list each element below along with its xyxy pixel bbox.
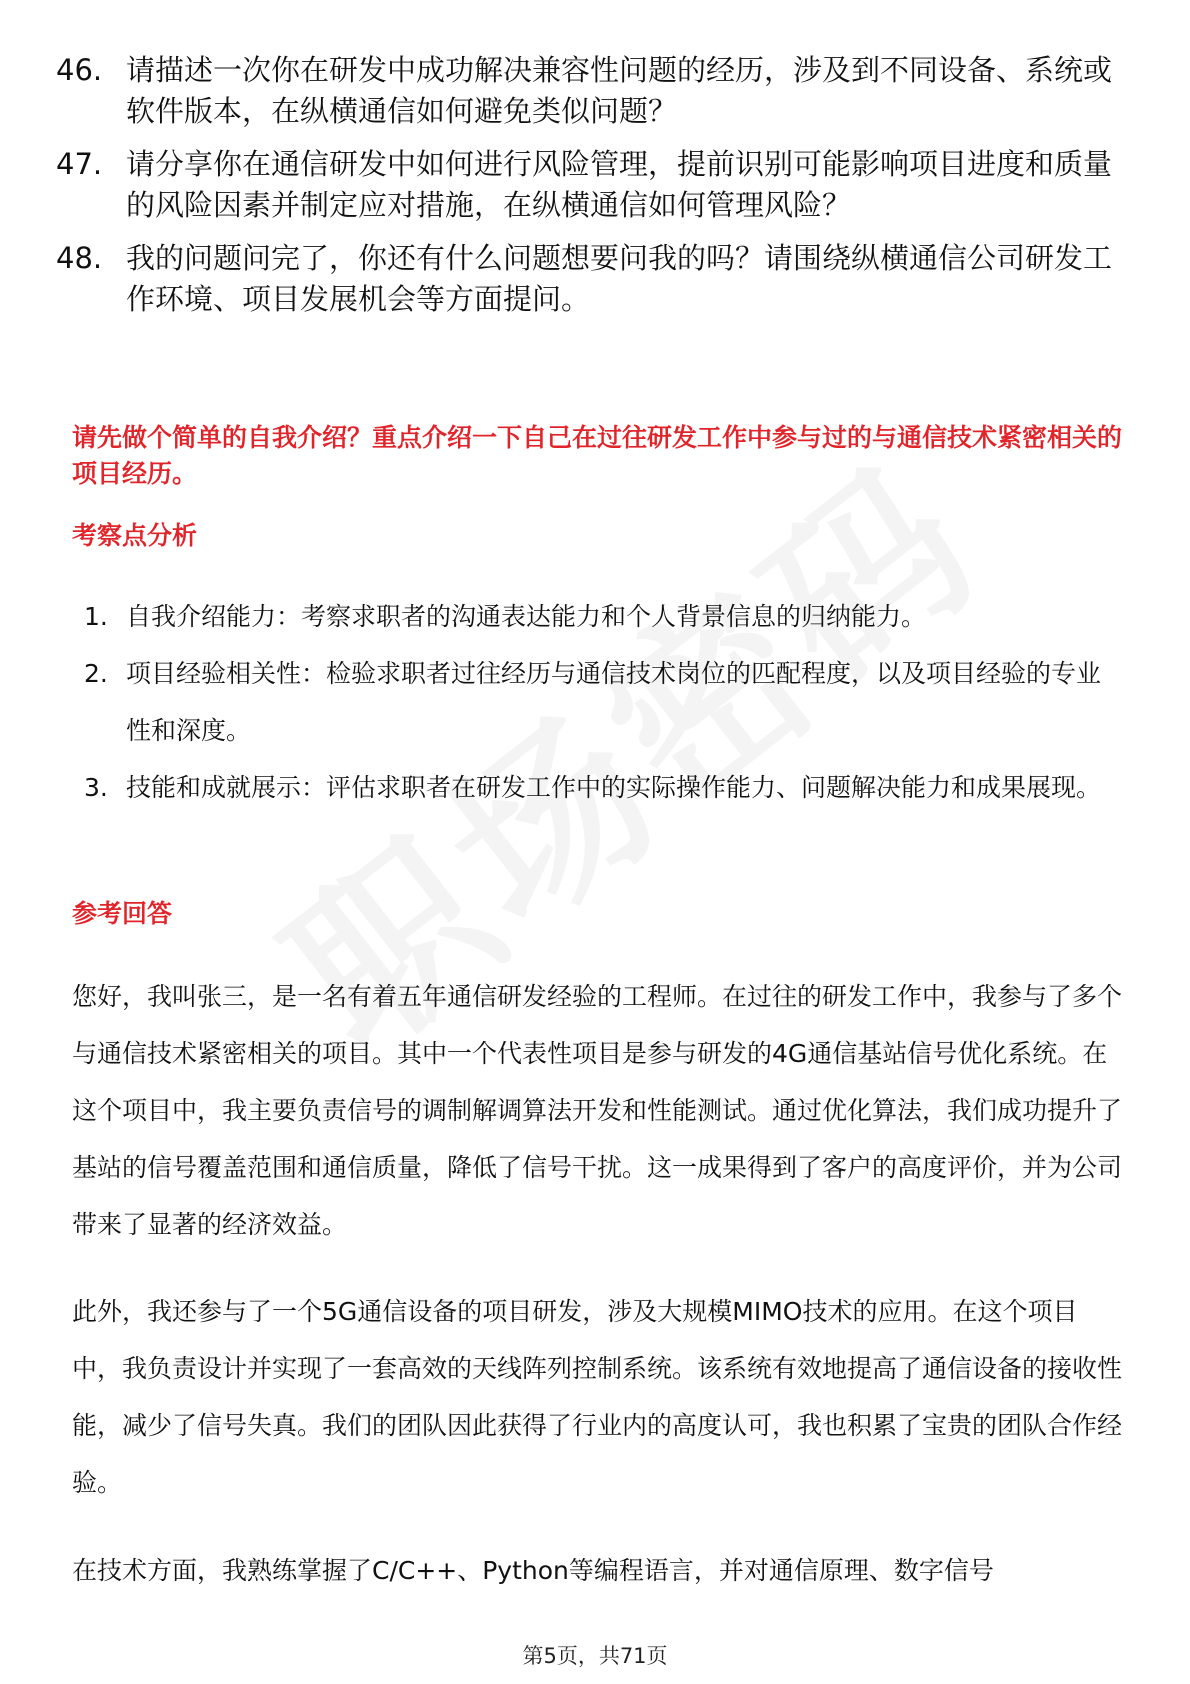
question-list	[56, 50, 1116, 332]
question-number: 46.	[56, 53, 103, 87]
answer-paragraph: 此外，我还参与了一个5G通信设备的项目研发，涉及大规模MIMO技术的应用。在这个项目中，我负责设计并实现了一套高效的天线阵列控制系统。该系统有效地提高了通信设备的接收性能，减少了信号失真。我们的团队因此获得了行业内的高度认可，我也积累了宝贵的团队合作经验。	[72, 1297, 1123, 1497]
question-number: 47.	[56, 147, 103, 181]
question-text: 我的问题问完了，你还有什么问题想要问我的吗？请围绕纵横通信公司研发工作环境、项目发展机会等方面提问。	[126, 241, 1113, 316]
analysis-text: 项目经验相关性：检验求职者过往经历与通信技术岗位的匹配程度，以及项目经验的专业性和深度。	[126, 659, 1102, 745]
analysis-text: 自我介绍能力：考察求职者的沟通表达能力和个人背景信息的归纳能力。	[126, 602, 927, 631]
question-item	[56, 238, 1116, 320]
question-heading: 请先做个简单的自我介绍？重点介绍一下自己在过往研发工作中参与过的与通信技术紧密相关的项目经历。	[72, 423, 1123, 488]
analysis-title: 考察点分析	[72, 521, 198, 550]
analysis-item	[84, 645, 1114, 759]
page-footer: 第5页，共71页	[522, 1644, 668, 1668]
answer-title: 参考回答	[72, 899, 173, 928]
analysis-number: 1.	[84, 602, 108, 631]
analysis-number: 2.	[84, 659, 108, 688]
analysis-list	[84, 588, 1114, 816]
answer-paragraph: 您好，我叫张三，是一名有着五年通信研发经验的工程师。在过往的研发工作中，我参与了多个与通信技术紧密相关的项目。其中一个代表性项目是参与研发的4G通信基站信号优化系统。在这个项目中，我主要负责信号的调制解调算法开发和性能测试。通过优化算法，我们成功提升了基站的信号覆盖范围和通信质量，降低了信号干扰。这一成果得到了客户的高度评价，并为公司带来了显著的经济效益。	[72, 982, 1123, 1239]
question-text: 请描述一次你在研发中成功解决兼容性问题的经历，涉及到不同设备、系统或软件版本，在纵横通信如何避免类似问题？	[126, 53, 1113, 128]
question-item	[56, 144, 1116, 226]
question-text: 请分享你在通信研发中如何进行风险管理，提前识别可能影响项目进度和质量的风险因素并制定应对措施，在纵横通信如何管理风险？	[126, 147, 1113, 222]
answer-paragraph: 在技术方面，我熟练掌握了C/C++、Python等编程语言，并对通信原理、数字信号	[72, 1556, 994, 1585]
question-item	[56, 50, 1116, 132]
analysis-item	[84, 588, 1114, 645]
analysis-number: 3.	[84, 773, 108, 802]
analysis-item	[84, 759, 1114, 816]
analysis-text: 技能和成就展示：评估求职者在研发工作中的实际操作能力、问题解决能力和成果展现。	[126, 773, 1102, 802]
question-number: 48.	[56, 241, 103, 275]
